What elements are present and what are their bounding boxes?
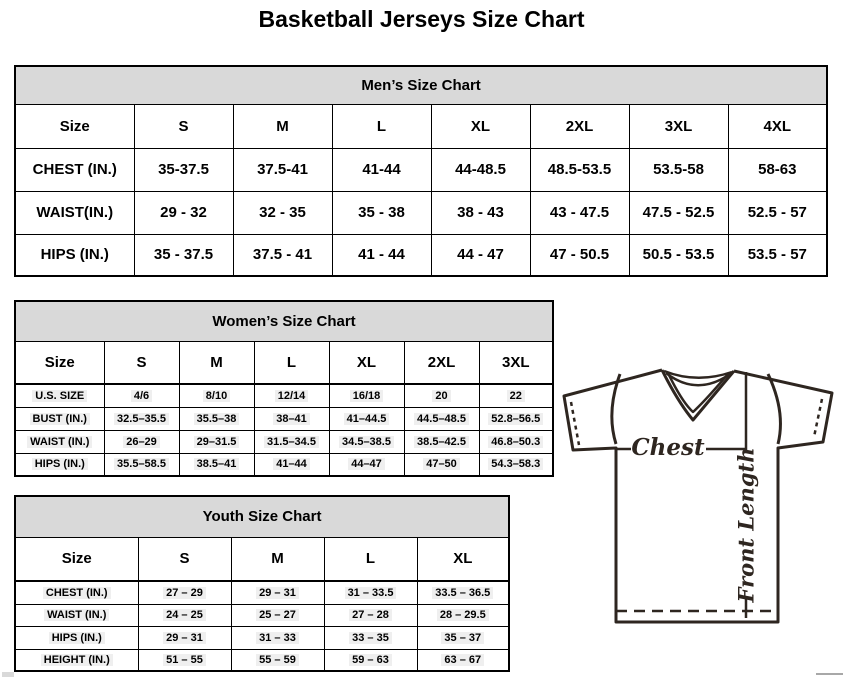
mens-column-header: 2XL [530, 104, 629, 148]
table-row [15, 649, 509, 671]
size-value: 31 – 33.5 [324, 581, 417, 604]
size-value: 34.5–38.5 [329, 430, 404, 453]
mens-column-header: XL [431, 104, 530, 148]
page-title: Basketball Jerseys Size Chart [258, 6, 585, 32]
size-value: 22 [479, 384, 553, 407]
mens-column-header: 3XL [629, 104, 728, 148]
row-label: CHEST (IN.) [15, 148, 134, 191]
chest-label: Chest [631, 434, 705, 461]
table-row [15, 148, 827, 191]
size-value: 41 - 44 [332, 234, 431, 276]
size-value: 4/6 [104, 384, 179, 407]
size-value: 38 - 43 [431, 191, 530, 234]
size-value: 44.5–48.5 [404, 407, 479, 430]
mens-column-header: 4XL [728, 104, 827, 148]
size-value: 29 – 31 [231, 581, 324, 604]
size-value: 41–44 [254, 453, 329, 476]
youth-column-header: L [324, 537, 417, 581]
table-row [15, 191, 827, 234]
mens-column-header: M [233, 104, 332, 148]
size-value: 35-37.5 [134, 148, 233, 191]
womens-column-header: M [179, 341, 254, 384]
table-row [15, 604, 509, 626]
size-value: 52.8–56.5 [479, 407, 553, 430]
size-value: 55 – 59 [231, 649, 324, 671]
mens-column-header: Size [15, 104, 134, 148]
size-value: 48.5-53.5 [530, 148, 629, 191]
size-value: 38–41 [254, 407, 329, 430]
table-row [15, 234, 827, 276]
edge-fragment-left [2, 672, 14, 677]
table-row [15, 407, 553, 430]
size-value: 37.5 - 41 [233, 234, 332, 276]
size-value: 38.5–41 [179, 453, 254, 476]
size-value: 37.5-41 [233, 148, 332, 191]
size-value: 54.3–58.3 [479, 453, 553, 476]
size-value: 27 – 28 [324, 604, 417, 626]
womens-column-header: 2XL [404, 341, 479, 384]
size-value: 26–29 [104, 430, 179, 453]
womens-table-title: Women’s Size Chart [15, 301, 553, 341]
size-value: 24 – 25 [138, 604, 231, 626]
mens-column-header: L [332, 104, 431, 148]
size-value: 31 – 33 [231, 626, 324, 649]
size-value: 44–47 [329, 453, 404, 476]
jersey-diagram [556, 360, 841, 670]
youth-size-table [14, 495, 510, 672]
size-value: 41-44 [332, 148, 431, 191]
size-value: 53.5-58 [629, 148, 728, 191]
size-value: 51 – 55 [138, 649, 231, 671]
size-value: 59 – 63 [324, 649, 417, 671]
size-value: 63 – 67 [417, 649, 509, 671]
size-value: 12/14 [254, 384, 329, 407]
row-label: HIPS (IN.) [15, 453, 104, 476]
size-value: 32.5–35.5 [104, 407, 179, 430]
mens-table-title: Men’s Size Chart [15, 66, 827, 104]
size-value: 31.5–34.5 [254, 430, 329, 453]
table-row [15, 384, 553, 407]
size-value: 47–50 [404, 453, 479, 476]
collar-curve-1 [664, 371, 732, 378]
row-label: WAIST(IN.) [15, 191, 134, 234]
womens-column-header: XL [329, 341, 404, 384]
cuff-dashes-right [814, 399, 822, 437]
size-value: 43 - 47.5 [530, 191, 629, 234]
womens-column-header: L [254, 341, 329, 384]
youth-column-header: S [138, 537, 231, 581]
size-value: 41–44.5 [329, 407, 404, 430]
table-row [15, 453, 553, 476]
row-label: HIPS (IN.) [15, 626, 138, 649]
row-label: CHEST (IN.) [15, 581, 138, 604]
size-value: 29 - 32 [134, 191, 233, 234]
size-value: 44-48.5 [431, 148, 530, 191]
size-value: 53.5 - 57 [728, 234, 827, 276]
size-value: 38.5–42.5 [404, 430, 479, 453]
size-value: 29–31.5 [179, 430, 254, 453]
womens-column-header: Size [15, 341, 104, 384]
size-value: 47.5 - 52.5 [629, 191, 728, 234]
size-value: 8/10 [179, 384, 254, 407]
armhole-right [768, 374, 780, 444]
womens-column-header: S [104, 341, 179, 384]
table-row [15, 626, 509, 649]
row-label: HEIGHT (IN.) [15, 649, 138, 671]
table-row [15, 430, 553, 453]
size-value: 35.5–58.5 [104, 453, 179, 476]
youth-table-title: Youth Size Chart [15, 496, 509, 537]
size-value: 29 – 31 [138, 626, 231, 649]
size-value: 16/18 [329, 384, 404, 407]
size-value: 33.5 – 36.5 [417, 581, 509, 604]
size-value: 20 [404, 384, 479, 407]
size-value: 35 - 37.5 [134, 234, 233, 276]
row-label: WAIST (IN.) [15, 604, 138, 626]
size-value: 33 – 35 [324, 626, 417, 649]
size-value: 32 - 35 [233, 191, 332, 234]
edge-fragment-right [816, 673, 843, 675]
womens-size-table [14, 300, 554, 477]
size-value: 25 – 27 [231, 604, 324, 626]
womens-column-header: 3XL [479, 341, 553, 384]
size-value: 35 - 38 [332, 191, 431, 234]
youth-column-header: XL [417, 537, 509, 581]
size-value: 28 – 29.5 [417, 604, 509, 626]
size-value: 27 – 29 [138, 581, 231, 604]
table-row [15, 581, 509, 604]
mens-column-header: S [134, 104, 233, 148]
row-label: U.S. SIZE [15, 384, 104, 407]
size-value: 35 – 37 [417, 626, 509, 649]
row-label: WAIST (IN.) [15, 430, 104, 453]
youth-column-header: Size [15, 537, 138, 581]
size-value: 35.5–38 [179, 407, 254, 430]
mens-size-table [14, 65, 828, 277]
size-value: 46.8–50.3 [479, 430, 553, 453]
size-value: 52.5 - 57 [728, 191, 827, 234]
size-value: 44 - 47 [431, 234, 530, 276]
size-value: 47 - 50.5 [530, 234, 629, 276]
row-label: BUST (IN.) [15, 407, 104, 430]
front-length-label: Front Length [733, 447, 759, 603]
size-value: 58-63 [728, 148, 827, 191]
youth-column-header: M [231, 537, 324, 581]
row-label: HIPS (IN.) [15, 234, 134, 276]
size-value: 50.5 - 53.5 [629, 234, 728, 276]
